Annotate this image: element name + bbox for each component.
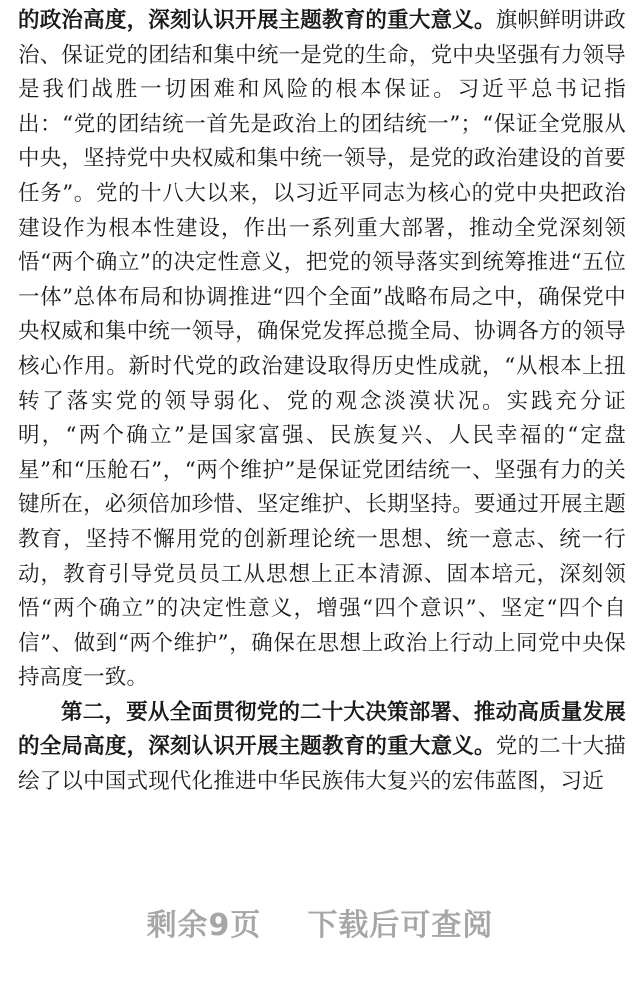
paragraph-1-heading: 的政治高度，深刻认识开展主题教育的重大意义。 (18, 8, 496, 33)
download-prompt[interactable] (0, 900, 640, 944)
paragraph-2-heading: 第二，要从全面贯彻党的二十大决策部署、推动高质量发展的全局高度，深刻认识开展主题教育的重大意义。 (18, 699, 626, 760)
paragraph-2 (18, 696, 626, 800)
remaining-pages-label: 剩余9页 (146, 908, 262, 943)
paragraph-2-body: 党的二十大描绘了以中国式现代化推进中华民族伟大复兴的宏伟蓝图，习近 (18, 734, 627, 795)
document-page (18, 4, 626, 800)
download-to-view-label: 下载后可查阅 (307, 908, 494, 943)
paragraph-1-body: 旗帜鲜明讲政治、保证党的团结和集中统一是党的生命，党中央坚强有力领导是我们战胜一切困难和风险的根本保证。习近平总书记指出：“党的团结统一首先是政治上的团结统一”；“保证全党服从中央，坚持党中央权威和集中统一领导，是党的政治建设的首要任务”。党的十八大以来，以习近平同志为核心的党中央把政治建设作为根本性建设，作出一系列重大部署，推动全党深刻领悟“两个确立”的决定性意义，把党的领导落实到统筹推进“五位一体”总体布局和协调推进“四个全面”战略布局之中，确保党中央权威和集中统一领导，确保党发挥总揽全局、协调各方的领导核心作用。新时代党的政治建设取得历史性成就，“从根本上扭转了落实党的领导弱化、党的观念淡漠状况。实践充分证明，“两个确立”是国家富强、民族复兴、人民幸福的“定盘星”和“压舱石”，“两个维护”是保证党团结统一、坚强有力的关键所在，必须倍加珍惜、坚定维护、长期坚持。要通过开展主题教育，坚持不懈用党的创新理论统一思想、统一意志、统一行动，教育引导党员员工从思想上正本清源、固本培元，深刻领悟“两个确立”的决定性意义，增强“四个意识”、坚定“四个自信”、做到“两个维护”，确保在思想上政治上行动上同党中央保持高度一致。 (18, 8, 627, 691)
paragraph-1 (18, 4, 626, 696)
